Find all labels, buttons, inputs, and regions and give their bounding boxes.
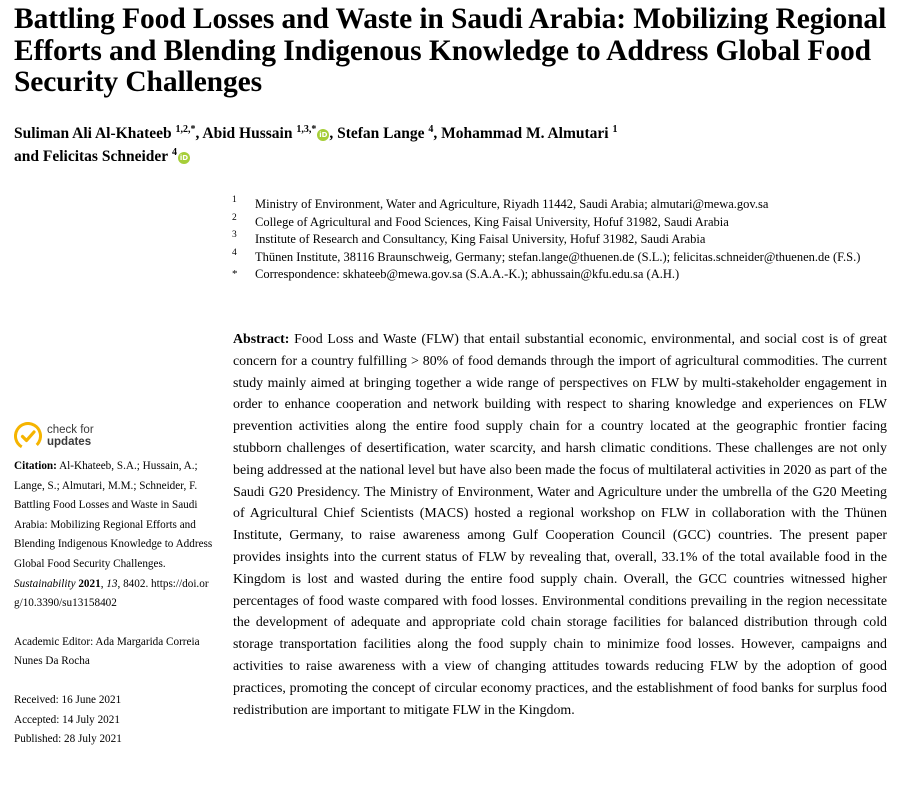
- author-name: and Felicitas Schneider: [14, 148, 169, 165]
- author-affil-sup: 1,2,*: [175, 124, 196, 135]
- author-affil-sup: 1: [612, 124, 618, 135]
- citation-volume: 13: [106, 577, 118, 590]
- affiliation-text: Correspondence: skhateeb@mewa.gov.sa (S.A.A.-K.); abhussain@kfu.edu.sa (A.H.): [255, 267, 680, 282]
- editor-block: [14, 633, 214, 672]
- abstract: [233, 329, 887, 721]
- author-affil-sup: 4: [428, 124, 434, 135]
- sidebar: [14, 420, 214, 750]
- author-name: Suliman Ali Al-Khateeb: [14, 125, 172, 142]
- check-for-updates-badge[interactable]: [14, 420, 214, 452]
- citation-text: Al-Khateeb, S.A.; Hussain, A.; Lange, S.; Almutari, M.M.; Schneider, F. Battling Food Losses and Waste in Saudi Arabia: Mobilizing Regional Efforts and Blending Indigenous Knowledge to Address Global Food Security Challenges.: [14, 460, 213, 570]
- affiliation-marker: 3: [232, 230, 237, 241]
- author-name: Stefan Lange: [337, 125, 425, 142]
- author-affil-sup: 4: [172, 147, 178, 158]
- check-updates-icon: [14, 422, 42, 450]
- abstract-label: Abstract:: [233, 332, 290, 347]
- affiliation-item: [232, 231, 902, 249]
- affiliation-marker: 1: [232, 195, 237, 205]
- citation-year: 2021: [78, 577, 101, 590]
- author-affil-sup: 1,3,*: [296, 124, 317, 135]
- editor-label: Academic Editor:: [14, 635, 94, 648]
- date-published: Published: 28 July 2021: [14, 733, 122, 746]
- affiliation-text: Thünen Institute, 38116 Braunschweig, Germany; stefan.lange@thuenen.de (S.L.); felicitas.schneider@thuenen.de (F.S.): [255, 249, 861, 264]
- affiliations: [232, 196, 902, 284]
- author-name: Abid Hussain: [202, 125, 293, 142]
- date-accepted: Accepted: 14 July 2021: [14, 713, 120, 726]
- affiliation-text: Ministry of Environment, Water and Agriculture, Riyadh 11442, Saudi Arabia; almutari@mewa.gov.sa: [255, 197, 769, 211]
- orcid-icon[interactable]: iD: [179, 154, 189, 162]
- author-separator: ,: [329, 125, 338, 142]
- citation-pages: , 8402.: [117, 577, 149, 590]
- author-name: Mohammad M. Almutari: [441, 125, 609, 142]
- citation-doi[interactable]: https://doi.org/10.3390/su13158402: [14, 577, 209, 610]
- citation-block: Citation: Al-Khateeb, S.A.; Hussain, A.; Lange, S.; Almutari, M.M.; Schneider, F. Battling Food Losses and Waste in Saudi Arabia: Mobilizing Regional Efforts and Blending Indigenous Knowledge to Address Global Food Security Challenges. Sustainability 2021, 13, 8402. https://doi.org/10.3390/su13158402: [14, 460, 213, 610]
- editor-name: Ada Margarida Correia Nunes Da Rocha: [14, 635, 200, 668]
- citation-label: Citation:: [14, 460, 57, 472]
- affiliation-marker: *: [232, 268, 238, 281]
- affiliation-marker: 4: [232, 247, 237, 258]
- date-received: Received: 16 June 2021: [14, 693, 122, 706]
- affiliation-text: Institute of Research and Consultancy, King Faisal University, Hofuf 31982, Saudi Arabia: [255, 232, 706, 247]
- updates-line1: check for: [47, 424, 94, 436]
- paper-title: Battling Food Losses and Waste in Saudi Arabia: Mobilizing Regional Efforts and Blending Indigenous Knowledge to Address Global Food Security Challenges: [14, 3, 887, 98]
- author-list: [14, 122, 904, 168]
- affiliation-marker: 2: [232, 212, 237, 223]
- orcid-icon[interactable]: iD: [319, 131, 328, 139]
- affiliation-item: [232, 249, 902, 267]
- affiliation-item: [232, 266, 902, 284]
- affiliation-text: College of Agricultural and Food Sciences, King Faisal University, Hofuf 31982, Saudi Arabia: [255, 214, 729, 229]
- affiliation-item: [232, 196, 902, 214]
- author-separator: ,: [195, 125, 203, 142]
- updates-line2: updates: [47, 436, 92, 448]
- affiliation-item: [232, 214, 902, 232]
- author-separator: ,: [433, 125, 442, 142]
- abstract-text: Food Loss and Waste (FLW) that entail substantial economic, environmental, and social cost is of great concern for a country fulfilling > 80% of food demands through the import of agricultural commodities. The current study mainly aimed at bringing together a wide range of perspectives on FLW by multi-stakeholder engagement in order to enhance cooperation and network building with respect to sharing knowledge and experiences on FLW prevention activities along the entire food supply chain for a country located at the geographic frontier facing stubborn challenges of desertification, water scarcity, and harsh climatic conditions. These challenges are not only being addressed at the national level but have also been made the focus of multilateral activities in 2020 as part of the Saudi G20 Presidency. The Ministry of Environment, Water and Agriculture under the umbrella of the G20 Meeting of Agricultural Chief Scientists (MACS) hosted a regional workshop on FLW in collaboration with the Thünen Institute, Germany, to raise awareness among Gulf Cooperation Council (GCC) countries. The present paper provides insights into the current status of FLW by revealing that, overall, 33.1% of the total available food in the Kingdom is lost and wasted during the entire food supply chain. Overall, the GCC countries witnessed higher percentages of food waste compared with food losses. Environmental conditions prevailing in the region necessitate the development of adequate and appropriate cold chain storage facilities for balanced distribution through cold storage transportation facilities along the food supply chain to minimize food losses. However, campaigns and activities to raise awareness with a view of changing attitudes towards reducing FLW by the adoption of good practices, promoting the concept of circular economy practices, and the establishment of food banks for surplus food redistribution are important to mitigate FLW in the Kingdom.: [233, 332, 887, 718]
- citation-journal: Sustainability: [14, 577, 76, 590]
